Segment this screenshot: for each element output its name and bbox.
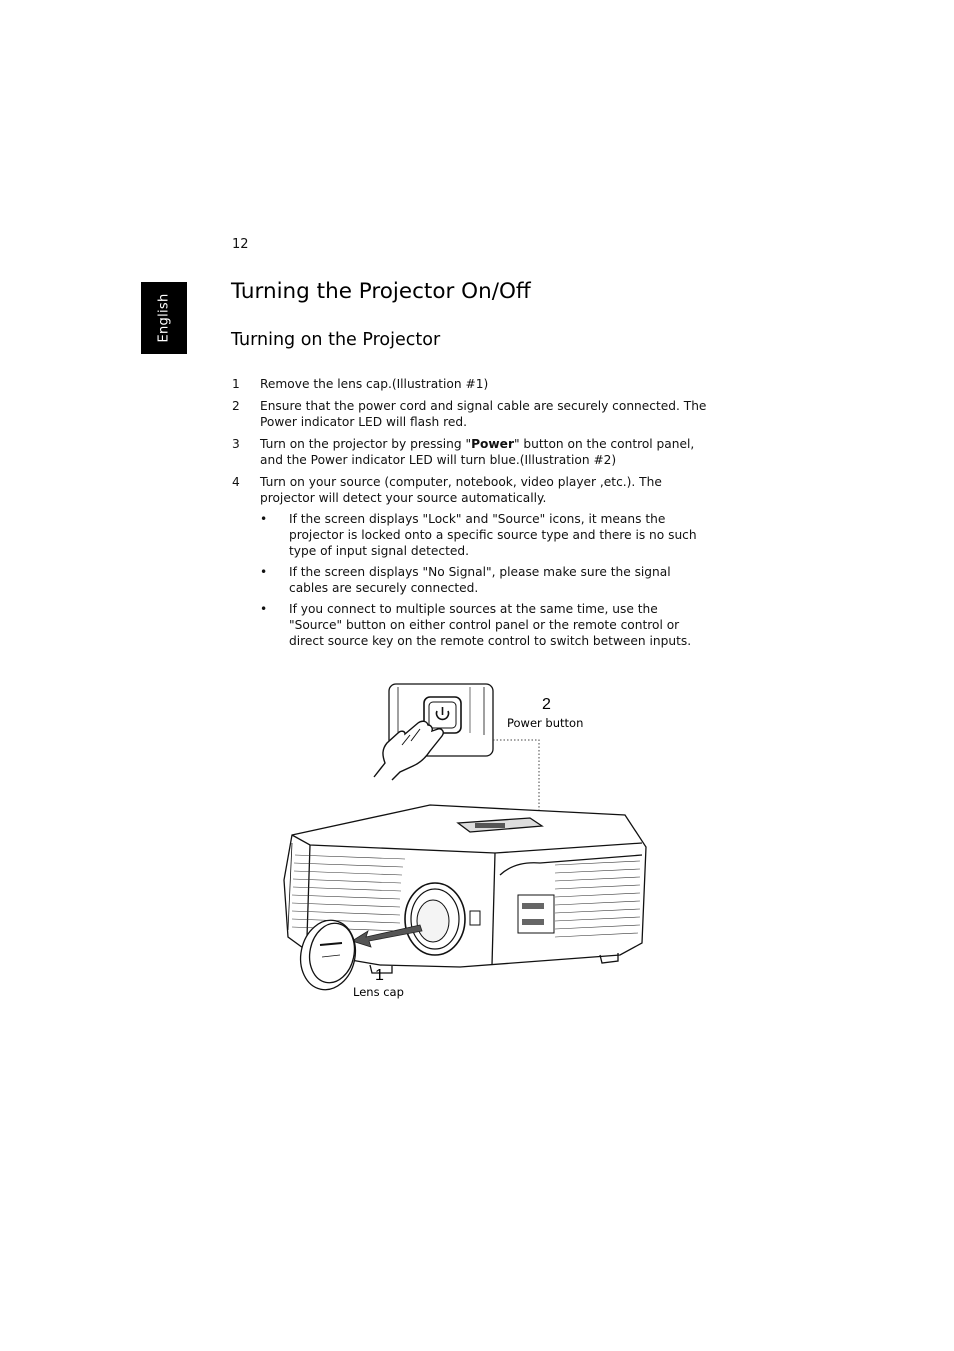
step-text-pre: Turn on the projector by pressing "	[260, 437, 472, 451]
step-text: Remove the lens cap.(Illustration #1)	[260, 377, 489, 391]
step-item	[232, 398, 712, 430]
callout-power-number: 2	[542, 696, 551, 713]
bullet-item	[260, 564, 712, 596]
step-item	[232, 474, 712, 649]
steps-list	[232, 376, 712, 655]
callout-lens-number: 1	[375, 967, 384, 984]
step-number: 4	[232, 475, 240, 489]
language-tab-label: English	[156, 293, 172, 343]
step-number: 2	[232, 399, 240, 413]
page-number: 12	[232, 237, 249, 252]
section-title: Turning on the Projector	[231, 330, 441, 350]
power-icon	[437, 707, 449, 719]
step-number: 1	[232, 377, 240, 391]
bullet-icon: •	[260, 565, 268, 579]
step-text: Ensure that the power cord and signal cable are securely connected. The Power indicator LED will flash red.	[260, 399, 707, 429]
bullet-icon: •	[260, 512, 268, 526]
bullet-item	[260, 601, 712, 649]
step-item	[232, 436, 712, 468]
power-button-inset	[374, 684, 493, 780]
bullet-item	[260, 511, 712, 559]
bullet-text: If the screen displays "No Signal", please make sure the signal cables are securely connected.	[289, 565, 671, 595]
step-text-bold: Power	[471, 437, 514, 451]
bullet-text: If you connect to multiple sources at the same time, use the "Source" button on either control panel or the remote control or direct source key on the remote control to switch between inputs.	[289, 602, 692, 648]
page-title: Turning the Projector On/Off	[231, 279, 531, 304]
bullet-list	[260, 511, 712, 649]
callout-lens-label: Lens cap	[353, 985, 404, 999]
step-number: 3	[232, 437, 240, 451]
bullet-icon: •	[260, 602, 268, 616]
language-tab	[141, 282, 187, 354]
step-item	[232, 376, 712, 392]
step-text: Turn on your source (computer, notebook, video player ,etc.). The projector will detect your source automatically.	[260, 475, 662, 505]
bullet-text: If the screen displays "Lock" and "Source" icons, it means the projector is locked onto a specific source type and there is no such type of input signal detected.	[289, 512, 697, 558]
step-text-post: " button on the control panel, and the Power indicator LED will turn blue.(Illustration #2)	[260, 437, 695, 467]
finger-press-icon	[374, 721, 443, 780]
callout-power-label: Power button	[507, 716, 584, 730]
projector-figure	[270, 675, 670, 1015]
